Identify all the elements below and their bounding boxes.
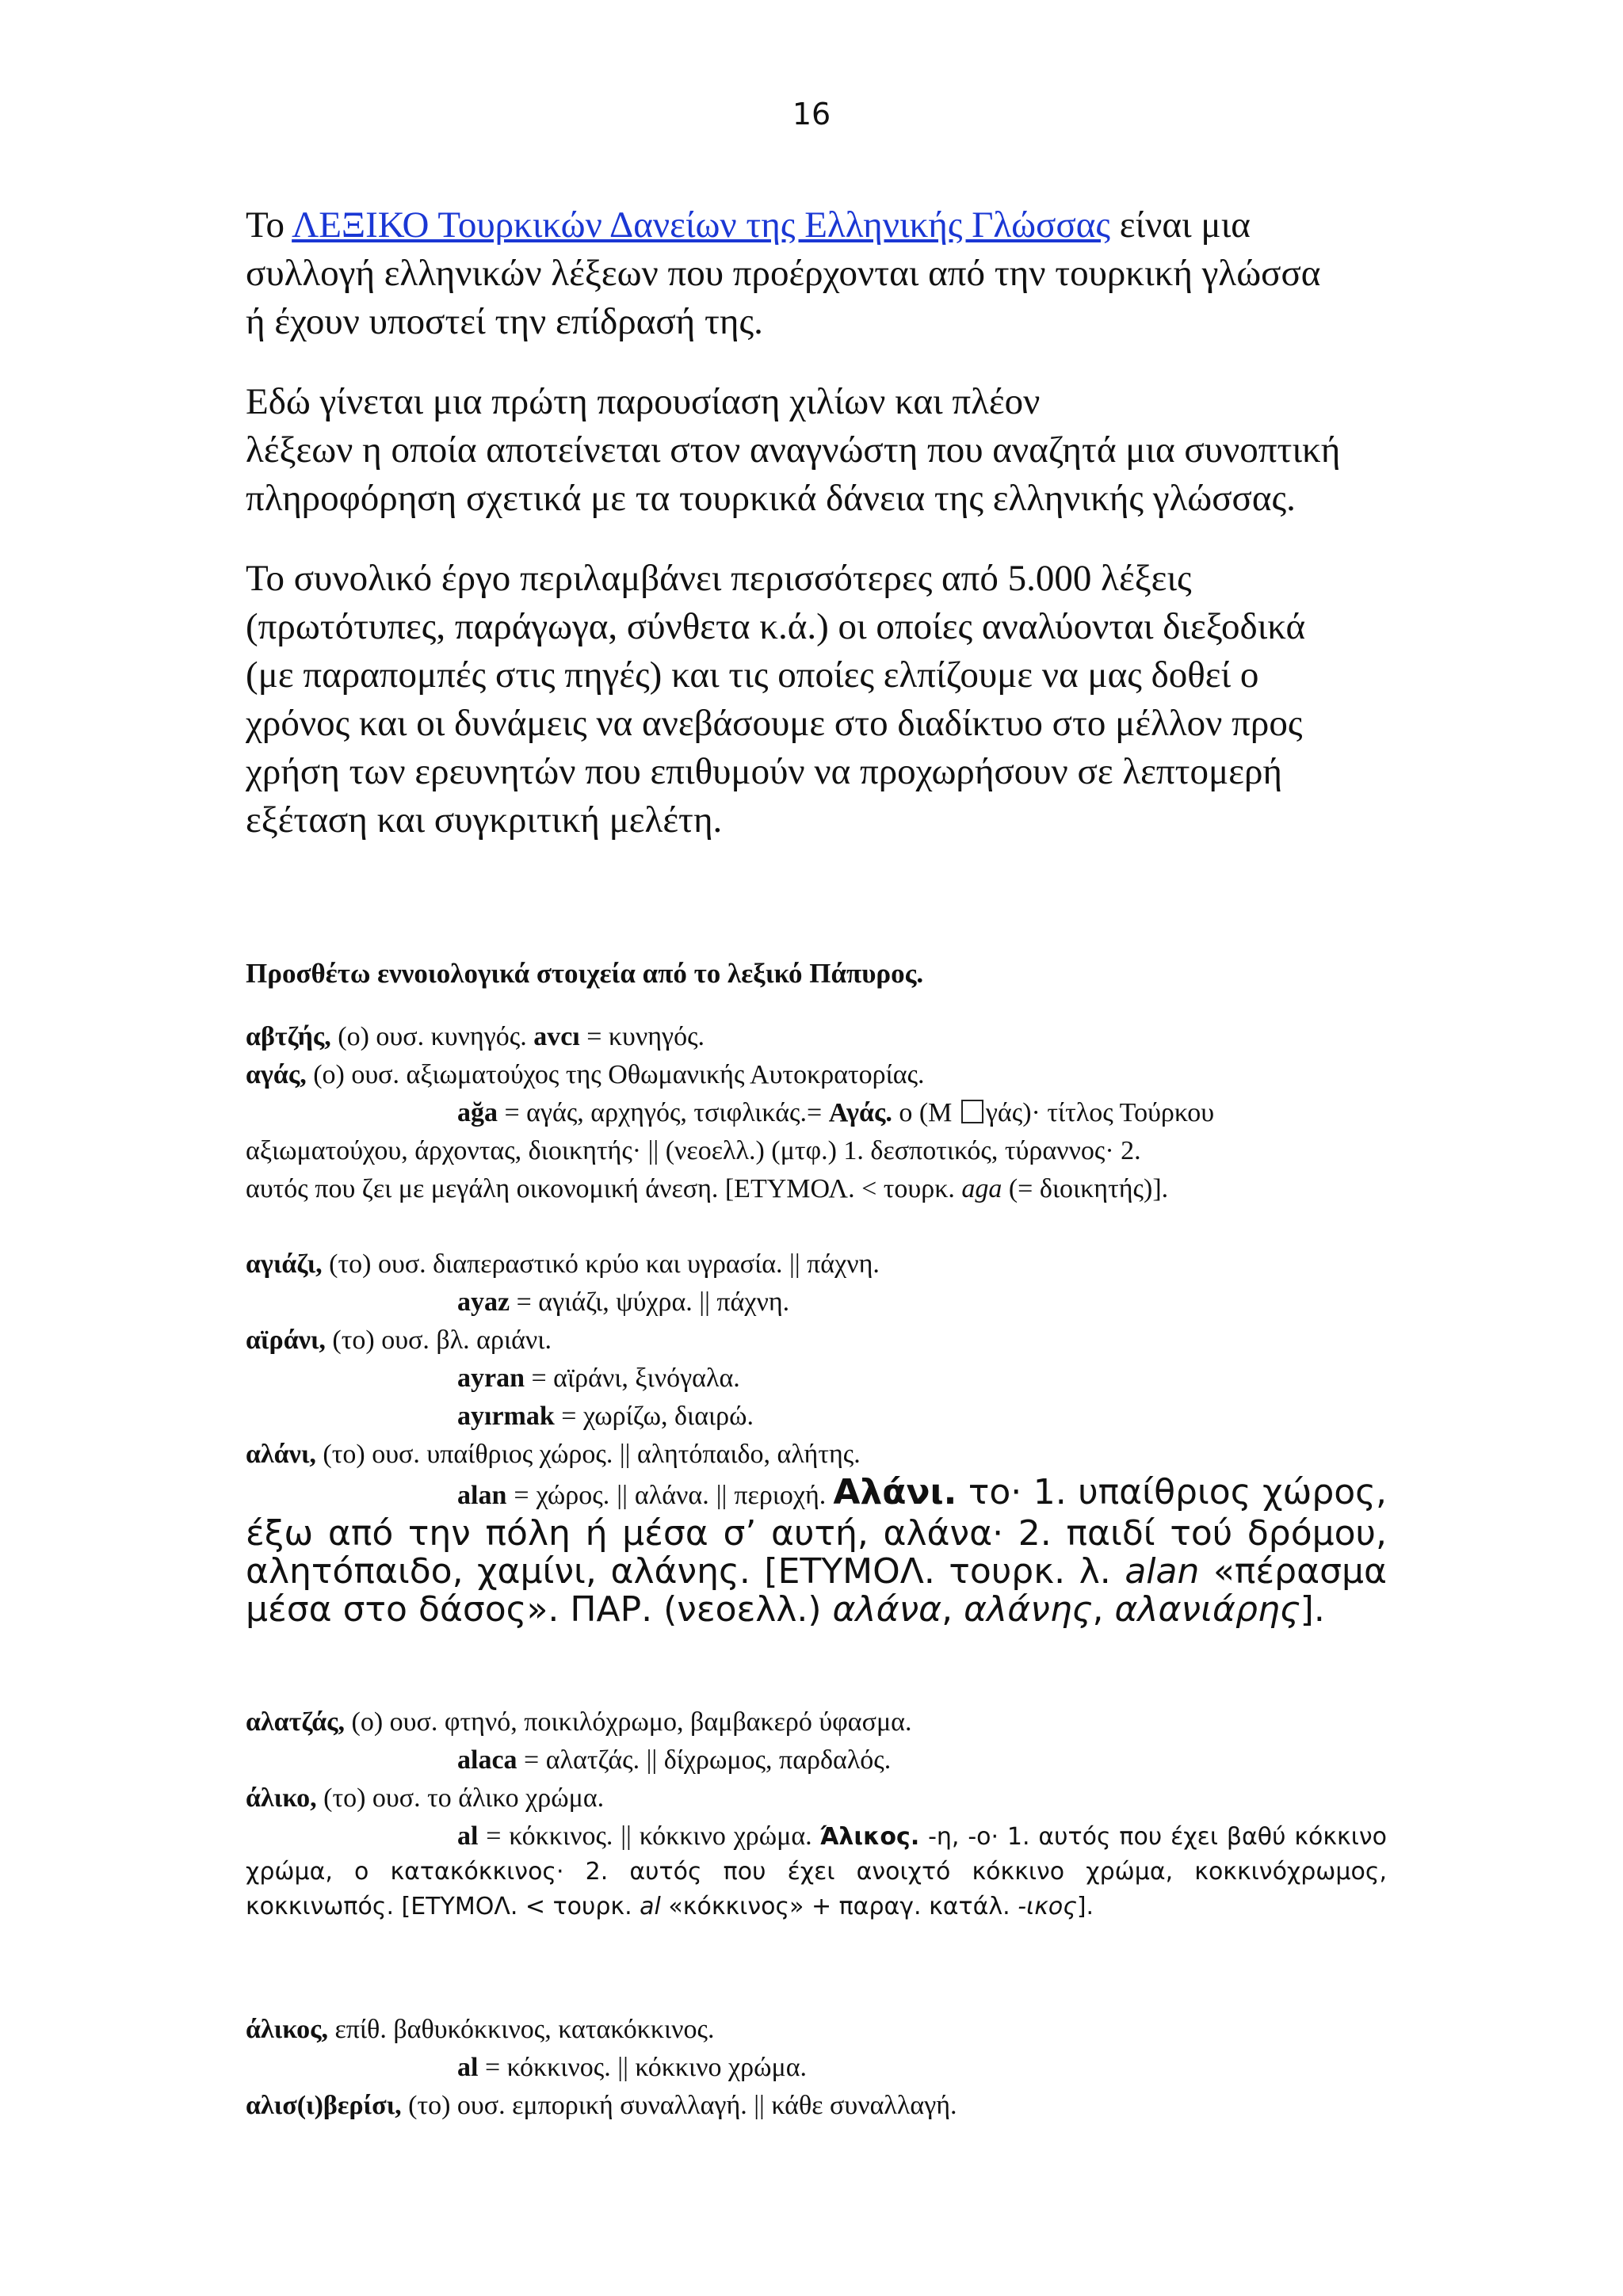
dictionary-link[interactable]: ΛΕΞΙΚΟ Τουρκικών Δανείων της Ελληνικής Γλώσσας [292,204,1111,246]
definition: = αγιάζι, ψύχρα. || πάχνη. [510,1287,790,1317]
turkish-word: avcı [533,1022,580,1051]
entry-agas [246,1056,1387,1094]
definition: επίθ. βαθυκόκκινος, κατακόκκινος. [327,2015,715,2044]
turkish-word: ayran [457,1363,525,1393]
definition: (ο) ουσ. αξιωματούχος της Οθωμανικής Αυτοκρατορίας. [306,1060,925,1089]
entry-airani [246,1322,1387,1360]
entry-alan [246,1474,1387,1629]
papyros-text: το· 1. υπαίθριος χώρος, έξω από την πόλη ή μέσα σ’ αυτή, αλάνα· 2. παιδί τού δρόμου, αλητόπαιδο, χαμίνι, αλάνης. [ΕΤΥΜΟΛ. τουρκ. λ. [246,1472,1387,1592]
turkish-word: al [457,1821,479,1851]
papyros-text: , [941,1589,964,1630]
intro-paragraph-2 [246,378,1395,523]
intro-paragraph-3 [246,555,1395,845]
entry-ayaz [457,1283,1598,1322]
papyros-text: γάς)· τίτλος Τούρκου [985,1098,1215,1127]
papyros-text: ]. [1300,1589,1325,1630]
definition: = χώρος. || αλάνα. || περιοχή. [506,1481,834,1510]
papyros-text: -ικος [1018,1893,1077,1920]
turkish-word: ayaz [457,1287,510,1317]
intro-text: είναι μια [1110,204,1251,246]
dictionary-section-title: Προσθέτω εννοιολογικά στοιχεία από το λεξικό Πάπυρος. [246,958,924,989]
definition: (το) ουσ. εμπορική συναλλαγή. || κάθε συναλλαγή. [401,2091,957,2120]
intro-text: Το [246,204,292,246]
intro-line: Το συνολικό έργο περιλαμβάνει περισσότερες από 5.000 λέξεις [246,558,1192,599]
definition: (το) ουσ. υπαίθριος χώρος. || αλητόπαιδο, αλήτης. [315,1440,861,1469]
intro-line: (πρωτότυπες, παράγωγα, σύνθετα κ.ά.) οι οποίες αναλύονται διεξοδικά [246,606,1306,647]
headword: αγάς, [246,1060,307,1089]
turkish-word: alaca [457,1745,517,1775]
papyros-text: αλανιάρης [1114,1589,1300,1630]
entry-ayran [457,1360,1598,1398]
turkish-word: alan [457,1481,507,1510]
papyros-text: αλάνης [964,1589,1093,1630]
intro-line: συλλογή ελληνικών λέξεων που προέρχονται από την τουρκική γλώσσα [246,253,1321,294]
entry-al [246,1819,1387,1924]
entry-ayirmak [457,1398,1598,1436]
definition: (το) ουσ. βλ. αριάνι. [325,1325,552,1355]
papyros-text: , [1092,1589,1115,1630]
intro-line: Εδώ γίνεται μια πρώτη παρουσίαση χιλίων και πλέον [246,381,1041,422]
papyros-text: αυτός που ζει με μεγάλη οικονομική άνεση. [ΕΤΥΜΟΛ. < τουρκ. [246,1174,962,1203]
definition: (το) ουσ. το άλικο χρώμα. [316,1783,605,1813]
papyros-text: ]. [1076,1893,1094,1920]
intro-line: πληροφόρηση σχετικά με τα τουρκικά δάνεια της ελληνικής γλώσσας. [246,478,1296,519]
intro-line: (με παραπομπές στις πηγές) και τις οποίες ελπίζουμε να μας δοθεί ο [246,654,1259,696]
turkish-word: al [457,2053,479,2082]
intro-line: ή έχουν υποστεί την επίδρασή της. [246,301,763,342]
definition: = κυνηγός. [579,1022,705,1051]
definition: (ο) ουσ. κυνηγός. [330,1022,534,1051]
papyros-text: al [640,1893,661,1920]
turkish-word: ayırmak [457,1402,555,1431]
entry-alatzas [246,1703,1387,1741]
definition: (ο) ουσ. φτηνό, ποικιλόχρωμο, βαμβακερό ύφασμα. [345,1707,912,1737]
intro-line: εξέταση και συγκριτική μελέτη. [246,799,723,841]
definition: = αγάς, αρχηγός, τσιφλικάς.= [498,1098,829,1127]
headword: αλισ(ι)βερίσι, [246,2091,402,2120]
papyros-text: «κόκκινος» + παραγ. κατάλ. [660,1893,1018,1920]
turkish-word: ağa [457,1098,498,1127]
headword: άλικο, [246,1783,317,1813]
definition: = αλατζάς. || δίχρωμος, παρδαλός. [517,1745,892,1775]
definition: (το) ουσ. διαπεραστικό κρύο και υγρασία. || πάχνη. [322,1249,880,1279]
intro-line: χρήση των ερευνητών που επιθυμούν να προχωρήσουν σε λεπτομερή [246,751,1282,792]
headword: αγιάζι, [246,1249,323,1279]
definition: = κόκκινος. || κόκκινο χρώμα. [478,1821,820,1851]
papyros-text: alan [1125,1551,1200,1592]
intro-paragraph-1 [246,201,1395,346]
entry-aliko [246,1779,1387,1817]
headword: αλατζάς, [246,1707,346,1737]
headword: αβτζής, [246,1022,331,1051]
entry-alisverisi [246,2087,1387,2125]
entry-alaca [457,1741,1598,1779]
page-number: 16 [792,97,831,132]
intro-line: χρόνος και οι δυνάμεις να ανεβάσουμε στο διαδίκτυο στο μέλλον προς [246,703,1303,744]
papyros-headword: Αλάνι. [833,1472,957,1512]
entry-aga [457,1094,1598,1132]
entry-agiazi [246,1245,1387,1283]
papyros-text: αλάνα [832,1589,942,1630]
intro-line: λέξεων η οποία αποτείνεται στον αναγνώστη που αναζητά μια συνοπτική [246,429,1341,471]
papyros-line: αξιωματούχου, άρχοντας, διοικητής· || (νεοελλ.) (μτφ.) 1. δεσποτικός, τύραννος· 2. [246,1136,1141,1165]
papyros-text: aga [961,1174,1002,1203]
entry-avtzis [246,1018,1387,1056]
papyros-headword: Αγάς. [828,1098,892,1127]
papyros-text: -η, -ο· 1. αυτός που έχει βαθύ κόκκινο χρώμα, ο κατακόκκινος· 2. αυτός που έχει ανοιχτό κόκκινο χρώμα, κοκκινόχρωμος, κοκκινωπός. [ΕΤΥΜΟΛ. < τουρκ. [246,1823,1388,1920]
papyros-line [246,1170,1387,1208]
papyros-text: (= διοικητής)]. [1002,1174,1169,1203]
definition: = κόκκινος. || κόκκινο χρώμα. [478,2053,808,2082]
papyros-text: «πέρασμα μέσα στο δάσος». ΠΑΡ. (νεοελλ.) [246,1551,1387,1630]
papyros-text: ο (Μ [892,1098,959,1127]
missing-glyph-box [961,1100,983,1123]
papyros-headword: Άλικος. [819,1823,920,1851]
entry-al-2 [457,2049,1598,2087]
headword: αλάνι, [246,1440,316,1469]
entry-alikos [246,2011,1387,2049]
definition: = χωρίζω, διαιρώ. [554,1402,754,1431]
definition: = αϊράνι, ξινόγαλα. [525,1363,740,1393]
entry-alani [246,1436,1387,1474]
headword: άλικος, [246,2015,328,2044]
headword: αϊράνι, [246,1325,326,1355]
